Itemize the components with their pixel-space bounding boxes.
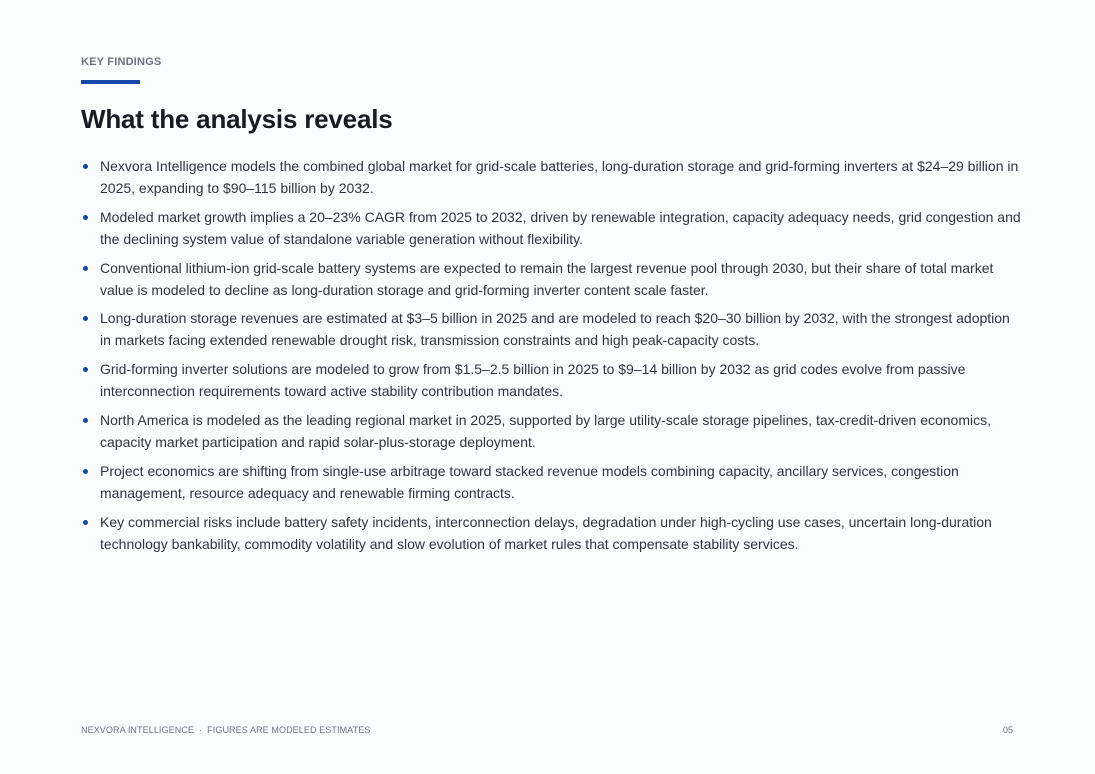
- bullet-icon: [83, 367, 88, 372]
- bullet-icon: [83, 215, 88, 220]
- finding-item: [81, 460, 1021, 504]
- finding-item: [81, 409, 1021, 453]
- bullet-icon: [83, 520, 88, 525]
- finding-text: Long-duration storage revenues are estimated at $3–5 billion in 2025 and are modeled to reach $20–30 billion by 2032, with the strongest adoption in markets facing extended renewable drought risk, transmission constraints and high peak-capacity costs.: [100, 310, 1010, 349]
- finding-text: Modeled market growth implies a 20–23% CAGR from 2025 to 2032, driven by renewable integration, capacity adequacy needs, grid congestion and the declining system value of standalone variable generation without flexibility.: [100, 208, 1021, 247]
- page-title: What the analysis reveals: [81, 104, 393, 134]
- finding-text: Project economics are shifting from single-use arbitrage toward stacked revenue models combining capacity, ancillary services, congestion management, resource adequacy and renewable firming contracts.: [100, 462, 959, 501]
- finding-item: [81, 206, 1021, 250]
- finding-text: North America is modeled as the leading regional market in 2025, supported by large utility-scale storage pipelines, tax-credit-driven economics, capacity market participation and rapid solar-plus-storage deployment.: [100, 411, 992, 450]
- finding-item: [81, 358, 1021, 402]
- finding-item: [81, 155, 1021, 199]
- footer-note: [81, 725, 370, 735]
- page-number: 05: [1002, 725, 1013, 735]
- footer-brand: NEXVORA INTELLIGENCE: [81, 725, 195, 735]
- bullet-icon: [83, 164, 88, 169]
- findings-list: [81, 155, 1021, 561]
- finding-text: Grid-forming inverter solutions are modeled to grow from $1.5–2.5 billion in 2025 to $9–14 billion by 2032 as grid codes evolve from passive interconnection requirements toward active stability contribution mandates.: [100, 361, 966, 400]
- accent-bar: [81, 80, 140, 84]
- section-label: KEY FINDINGS: [81, 56, 162, 68]
- bullet-icon: [83, 316, 88, 321]
- footer-disclaimer: FIGURES ARE MODELED ESTIMATES: [207, 725, 371, 735]
- finding-item: [81, 307, 1021, 351]
- finding-item: [81, 511, 1021, 555]
- finding-text: Nexvora Intelligence models the combined global market for grid-scale batteries, long-duration storage and grid-forming inverters at $24–29 billion in 2025, expanding to $90–115 billion by 2032.: [100, 158, 1019, 196]
- finding-item: [81, 257, 1021, 301]
- bullet-icon: [83, 469, 88, 474]
- footer-separator: ·: [199, 725, 203, 735]
- bullet-icon: [83, 266, 88, 271]
- finding-text: Conventional lithium-ion grid-scale battery systems are expected to remain the largest revenue pool through 2030, but their share of total market value is modeled to decline as long-duration storage and grid-forming inverter content scale faster.: [100, 259, 994, 298]
- finding-text: Key commercial risks include battery safety incidents, interconnection delays, degradation under high-cycling use cases, uncertain long-duration technology bankability, commodity volatility and slow evolution of market rules that compensate stability services.: [100, 513, 992, 552]
- bullet-icon: [83, 418, 88, 423]
